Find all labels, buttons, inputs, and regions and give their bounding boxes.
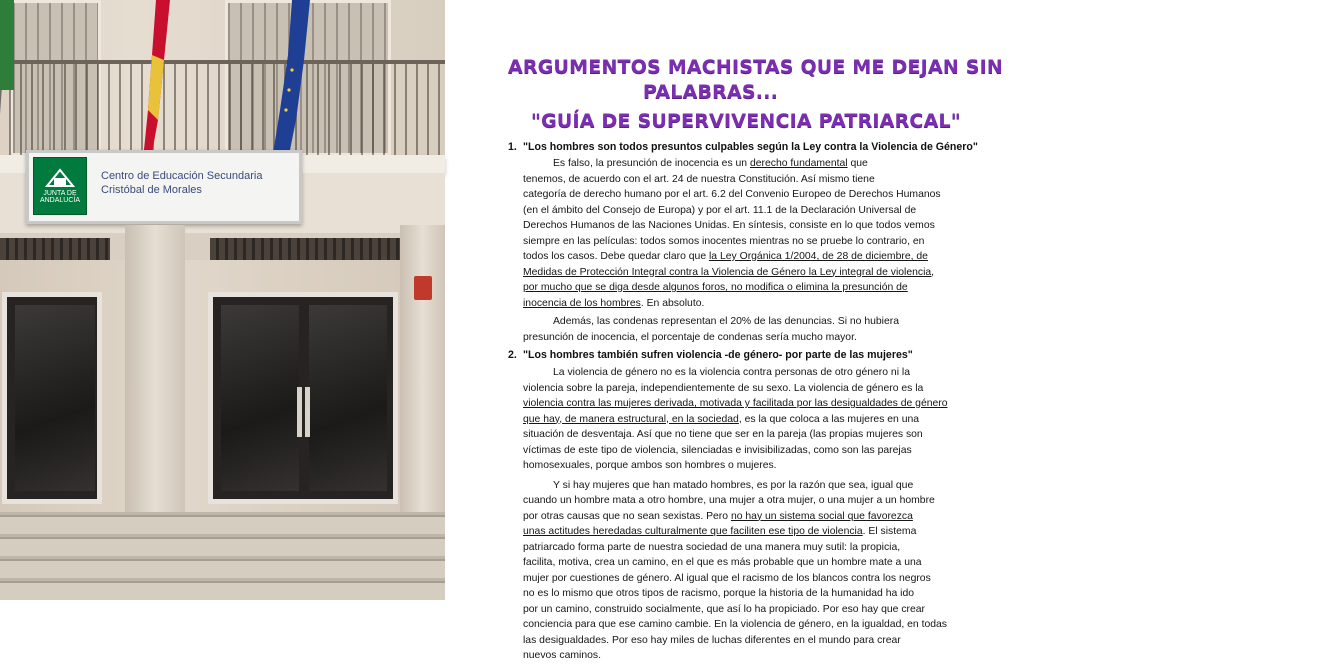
- text-line: mujer por cuestiones de género. Al igual que el racismo de los blancos contra los negros: [523, 572, 931, 584]
- text-line: cuando un hombre mata a otro hombre, una mujer a otra mujer, o una mujer a un hombre: [523, 495, 935, 506]
- entrance-door-right: [208, 292, 398, 504]
- text-line: Medidas de Protección Integral contra la Violencia de Género la Ley integral de violencia,: [523, 266, 935, 278]
- doc-title-line: PALABRAS...: [643, 81, 779, 103]
- text-line: todos los casos. Debe quedar claro que la Ley Orgánica 1/2004, de 28 de diciembre, de: [523, 251, 928, 262]
- text-line: nuevos caminos.: [523, 650, 601, 661]
- school-sign: [26, 150, 302, 224]
- text-line: por un camino, construido socialmente, que así lo ha propiciado. Por eso hay que crear: [523, 603, 926, 615]
- text-line: facilita, motiva, crea un camino, en el que es más probable que un hombre mate a una: [523, 557, 922, 568]
- sign-line: Centro de Educación Secundaria: [101, 170, 263, 182]
- text-line: Derechos Humanos de las Naciones Unidas. En síntesis, consiste en lo que todos vemos: [523, 220, 935, 231]
- column: [125, 225, 185, 515]
- text-line: violencia contra las mujeres derivada, motivada y facilitada por las desigualdades de género: [523, 398, 948, 409]
- q2-number: 2.: [508, 349, 517, 361]
- sign-text: [101, 169, 262, 197]
- text-line: unas actitudes heredadas culturalmente que faciliten ese tipo de violencia. El sistema: [523, 526, 917, 537]
- green-flag: [0, 0, 14, 90]
- sign-line: Cristóbal de Morales: [101, 184, 202, 196]
- text-line: las desigualdades. Por eso hay miles de luchas diferentes en el mundo para crear: [523, 634, 901, 646]
- door-glass: [221, 305, 299, 491]
- junta-andalucia-logo: [33, 157, 87, 215]
- balcony-railing: [0, 60, 445, 160]
- text-line: víctimas de este tipo de violencia, silenciadas e invisibilizadas, como son las parejas: [523, 444, 912, 456]
- q2-body: [523, 365, 948, 664]
- text-line: tenemos, de acuerdo con el art. 24 de nuestra Constitución. Así mismo tiene: [523, 173, 875, 185]
- door-handle: [297, 387, 302, 437]
- text-line: categoría de derecho humano por el art. 6.2 del Convenio Europeo de Derechos Humanos: [523, 189, 941, 200]
- text-line: situación de desventaja. Así que no tiene que ser en la pareja (las propias mujeres son: [523, 429, 923, 440]
- text-line: patriarcado forma parte de nuestra sociedad de una manera muy sutil: la propicia,: [523, 541, 901, 553]
- text-line: (en el ámbito del Consejo de Europa) y por el art. 11.1 de la Declaración Universal de: [523, 204, 917, 216]
- text-line: presunción de inocencia, el porcentaje de condenas sería mucho mayor.: [523, 331, 857, 343]
- text-line: violencia sobre la pareja, independientemente de su sexo. La violencia de género es la: [523, 382, 924, 394]
- entrance-door-left: [2, 292, 102, 504]
- text-line: homosexuales, porque ambos son hombres o mujeres.: [523, 460, 777, 471]
- text-line: Es falso, la presunción de inocencia es un derecho fundamental que: [553, 158, 868, 169]
- vent-grille: [0, 238, 110, 260]
- door-glass: [309, 305, 387, 491]
- door-handle: [305, 387, 310, 437]
- document-page: [452, 0, 1004, 661]
- entrance-steps: [0, 512, 445, 600]
- doc-title-line: ARGUMENTOS MACHISTAS QUE ME DEJAN SIN: [508, 56, 1004, 78]
- vent-grille: [210, 238, 410, 260]
- q2-heading: "Los hombres también sufren violencia -de género- por parte de las mujeres": [523, 349, 913, 361]
- building-photo: [0, 0, 445, 600]
- q1-number: 1.: [508, 141, 517, 153]
- door-glass: [15, 305, 95, 491]
- text-line: por mucho que se diga desde algunos foros, no modifica o elimina la presunción de: [523, 282, 908, 293]
- text-line: Además, las condenas representan el 20% de las denuncias. Si no hubiera: [553, 316, 900, 327]
- text-line: La violencia de género no es la violencia contra personas de otro género ni la: [553, 367, 910, 378]
- text-line: conciencia para que ese camino cambie. En la violencia de género, en la igualdad, en todas: [523, 619, 947, 630]
- doc-title-line: "GUÍA DE SUPERVIVENCIA PATRIARCAL": [531, 110, 961, 132]
- q1-body: [523, 156, 941, 345]
- q1-heading: "Los hombres son todos presuntos culpables según la Ley contra la Violencia de Género": [523, 141, 978, 153]
- alarm-box: [414, 276, 432, 300]
- text-line: no es lo mismo que otros tipos de racismo, porque la historia de la humanidad ha ido: [523, 588, 915, 599]
- text-line: que hay, de manera estructural, en la sociedad, es la que coloca a las mujeres en una: [523, 413, 920, 425]
- text-line: inocencia de los hombres. En absoluto.: [523, 297, 705, 309]
- logo-text: JUNTA DE ANDALUCÍA: [39, 190, 81, 204]
- text-line: siempre en las películas: todos somos inocentes mientras no se pruebe lo contrario, en: [523, 235, 925, 247]
- text-line: Y si hay mujeres que han matado hombres, es por la razón que sea, igual que: [553, 479, 914, 491]
- text-line: por otras causas que no sean sexistas. Pero no hay un sistema social que favorezca: [523, 510, 913, 522]
- column: [400, 225, 445, 515]
